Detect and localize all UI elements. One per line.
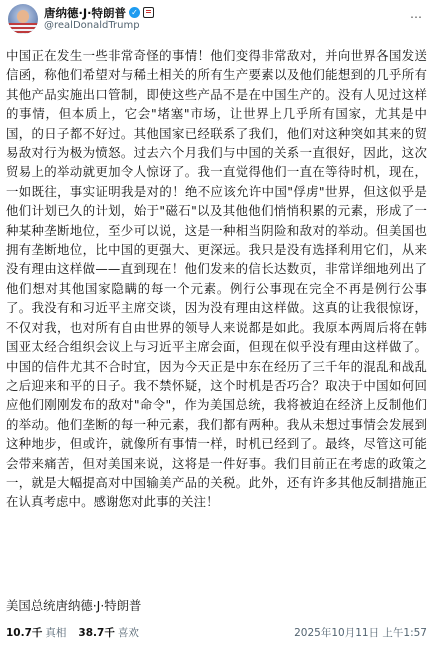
- reposts-count: 10.7千: [6, 626, 43, 639]
- post-header: [8, 2, 154, 36]
- post-signoff: 美国总统唐纳德·J·特朗普: [6, 598, 142, 613]
- likes-label: 喜欢: [117, 626, 139, 639]
- author-name[interactable]: 唐纳德·J·特朗普: [44, 5, 127, 20]
- post-footer: [6, 624, 427, 640]
- reposts-stat[interactable]: [6, 625, 66, 640]
- author-block: [44, 7, 154, 32]
- author-name-row: [44, 7, 154, 19]
- author-handle[interactable]: @realDonaldTrump: [44, 19, 140, 31]
- post-body: 中国正在发生一些非常奇怪的事情！他们变得非常敌对，并向世界各国发送信函，称他们希望对与稀土相关的所有生产要素以及他们能想到的几乎所有其他产品实施出口管制，即使这些产品不是在中国生产的。没有人见过这样的事情，但本质上，它会"堵塞"市场，让世界上几乎所有国家，尤其是中国，的日子都不好过。其他国家已经联系了我们，他们对这种突如其来的贸易敌对行为极为愤怒。过去六个月我们与中国的关系一直很好，因此，这次贸易上的举动就更加令人惊讶了。我一直觉得他们一直在等待时机，现在，一如既往，事实证明我是对的！绝不应该允许中国"俘虏"世界，但这似乎是他们计划已久的计划，始于"磁石"以及其他他们悄悄积累的元素，形成了一种某种垄断地位，至少可以说，这是一种相当阴险和敌对的举动。但美国也拥有垄断地位，比中国的更强大、更深远。我只是没有选择利用它们，从来没有理由这样做——直到现在！他们发来的信长达数页，非常详细地列出了他们想对其他国家隐瞒的每一个元素。例行公事现在完全不再是例行公事了。我没有和习近平主席交谈，因为没有理由这样做。这真的让我很惊讶，不仅对我，也对所有自由世界的领导人来说都是如此。我原本两周后将在韩国亚太经合组织会议上与习近平主席会面，但现在似乎没有理由这样做了。中国的信件尤其不合时宜，因为今天正是中东在经历了三千年的混乱和战乱之后迎来和平的日子。我不禁怀疑，这个时机是否巧合？取决于中国如何回应他们刚刚发布的敌对"命令"，作为美国总统，我将被迫在经济上反制他们的举动。他们垄断的每一种元素，我们都有两种。我从未想过事情会发展到这种地步，但或许，就像所有事情一样，时机已经到了。最终，尽管这可能会带来痛苦，但对美国来说，这将是一件好事。我们目前正在考虑的政策之一，就是大幅提高对中国输美产品的关税。此外，还有许多其他反制措施正在认真考虑中。感谢您对此事的关注！: [6, 48, 427, 510]
- more-options-icon[interactable]: ⋯: [410, 10, 423, 24]
- post-timestamp[interactable]: 2025年10月11日 上午1:57: [294, 626, 427, 639]
- verified-badge-icon: ✓: [129, 7, 140, 18]
- likes-stat[interactable]: [78, 625, 138, 640]
- likes-count: 38.7千: [78, 626, 115, 639]
- reposts-label: 真相: [45, 626, 67, 639]
- avatar-flag-backdrop: [8, 23, 38, 34]
- avatar-face: [17, 10, 29, 23]
- flag-icon: [143, 7, 154, 18]
- avatar[interactable]: [8, 4, 38, 34]
